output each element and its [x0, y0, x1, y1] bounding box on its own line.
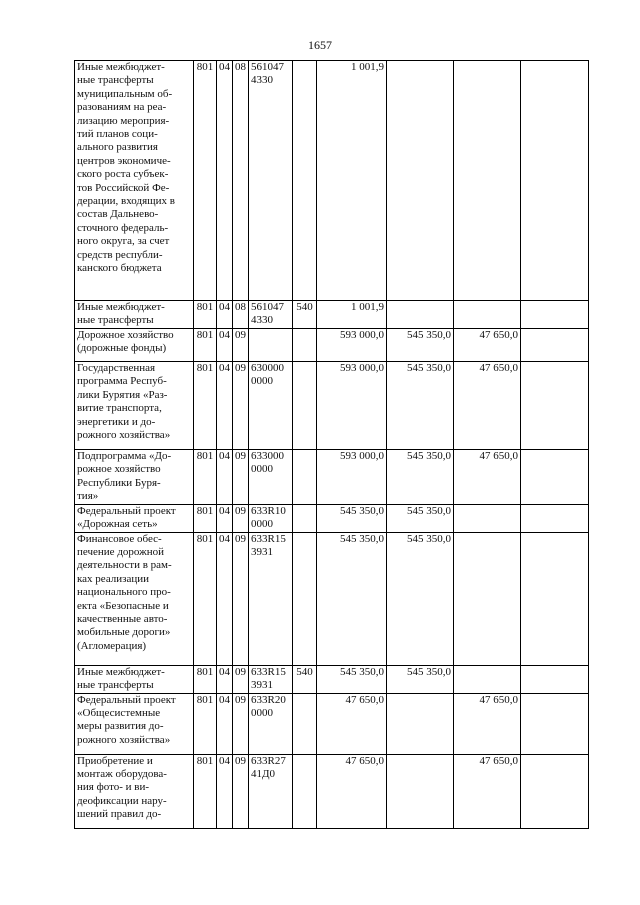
row-sum-total: 1 001,9 [317, 301, 387, 329]
row-sum-total: 47 650,0 [317, 693, 387, 754]
page-number: 1657 [308, 38, 332, 52]
row-gr-code: 801 [194, 754, 217, 828]
row-pr-code: 09 [233, 329, 249, 362]
row-gr-code: 801 [194, 301, 217, 329]
row-gr-code: 801 [194, 362, 217, 450]
row-rz-code: 04 [217, 532, 233, 665]
row-sum-total: 1 001,9 [317, 61, 387, 301]
row-sum-total: 47 650,0 [317, 754, 387, 828]
row-pr-code: 09 [233, 754, 249, 828]
row-sum-3 [454, 504, 521, 532]
row-vr-code [293, 450, 317, 505]
row-pr-code: 09 [233, 665, 249, 693]
table-row [75, 665, 589, 693]
row-sum-total: 545 350,0 [317, 665, 387, 693]
row-sum-2: 545 350,0 [387, 450, 454, 505]
row-pr-code: 09 [233, 450, 249, 505]
row-sum-4 [521, 754, 589, 828]
row-sum-2 [387, 61, 454, 301]
row-csr-code: 633R27 41Д0 [249, 754, 293, 828]
row-sum-3: 47 650,0 [454, 362, 521, 450]
row-vr-code [293, 362, 317, 450]
row-sum-3 [454, 61, 521, 301]
row-sum-3: 47 650,0 [454, 693, 521, 754]
row-rz-code: 04 [217, 665, 233, 693]
row-sum-4 [521, 301, 589, 329]
row-sum-4 [521, 504, 589, 532]
row-sum-4 [521, 450, 589, 505]
row-csr-code: 561047 4330 [249, 301, 293, 329]
row-sum-4 [521, 329, 589, 362]
row-gr-code: 801 [194, 61, 217, 301]
row-sum-4 [521, 362, 589, 450]
row-gr-code: 801 [194, 504, 217, 532]
row-pr-code: 08 [233, 301, 249, 329]
row-vr-code [293, 693, 317, 754]
row-name: Дорожное хозяйство (дорожные фонды) [75, 329, 194, 362]
row-sum-total: 593 000,0 [317, 329, 387, 362]
row-name: Подпрограмма «До- рожное хозяйство Республики Буря- тия» [75, 450, 194, 505]
row-csr-code: 633000 0000 [249, 450, 293, 505]
row-name: Государственная программа Респуб- лики Бурятия «Раз- витие транспорта, энергетики и до- рожного хозяйства» [75, 362, 194, 450]
row-sum-total: 545 350,0 [317, 532, 387, 665]
row-name: Федеральный проект «Дорожная сеть» [75, 504, 194, 532]
row-rz-code: 04 [217, 754, 233, 828]
table-row [75, 329, 589, 362]
row-sum-4 [521, 61, 589, 301]
row-name: Финансовое обес- печение дорожной деятельности в рам- ках реализации национального про- екта «Безопасные и качественные авто- мобильные дороги» (Агломерация) [75, 532, 194, 665]
row-sum-4 [521, 532, 589, 665]
row-gr-code: 801 [194, 532, 217, 665]
row-rz-code: 04 [217, 301, 233, 329]
row-gr-code: 801 [194, 329, 217, 362]
row-name: Иные межбюджет- ные трансферты муниципальным об- разованиям на реа- лизацию мероприя- тий планов соци- ального развития центров экономиче- ского роста субъек- тов Российской Фе- дерации, входящих в состав Дальнево- сточного федераль- ного округа, за счет средств республи- канского бюджета [75, 61, 194, 301]
row-sum-2 [387, 301, 454, 329]
row-rz-code: 04 [217, 450, 233, 505]
row-sum-3: 47 650,0 [454, 329, 521, 362]
row-rz-code: 04 [217, 504, 233, 532]
row-csr-code: 633R20 0000 [249, 693, 293, 754]
row-sum-2: 545 350,0 [387, 504, 454, 532]
row-rz-code: 04 [217, 362, 233, 450]
row-sum-total: 545 350,0 [317, 504, 387, 532]
row-gr-code: 801 [194, 665, 217, 693]
row-vr-code [293, 329, 317, 362]
row-gr-code: 801 [194, 693, 217, 754]
row-name: Иные межбюджет- ные трансферты [75, 665, 194, 693]
row-sum-2 [387, 754, 454, 828]
row-gr-code: 801 [194, 450, 217, 505]
row-pr-code: 08 [233, 61, 249, 301]
table-row [75, 693, 589, 754]
row-sum-3 [454, 665, 521, 693]
row-vr-code [293, 532, 317, 665]
row-rz-code: 04 [217, 61, 233, 301]
row-pr-code: 09 [233, 532, 249, 665]
row-rz-code: 04 [217, 693, 233, 754]
row-sum-2: 545 350,0 [387, 329, 454, 362]
row-csr-code: 630000 0000 [249, 362, 293, 450]
row-sum-2: 545 350,0 [387, 532, 454, 665]
row-csr-code: 633R15 3931 [249, 665, 293, 693]
row-vr-code: 540 [293, 301, 317, 329]
row-csr-code: 633R10 0000 [249, 504, 293, 532]
row-csr-code [249, 329, 293, 362]
budget-table [74, 60, 589, 829]
table-row [75, 754, 589, 828]
row-sum-3 [454, 532, 521, 665]
table-row [75, 450, 589, 505]
row-vr-code [293, 504, 317, 532]
row-pr-code: 09 [233, 693, 249, 754]
row-name: Приобретение и монтаж оборудова- ния фото- и ви- деофиксации нару- шений правил до- [75, 754, 194, 828]
row-sum-3: 47 650,0 [454, 754, 521, 828]
row-sum-4 [521, 665, 589, 693]
table-row [75, 362, 589, 450]
row-name: Федеральный проект «Общесистемные меры развития до- рожного хозяйства» [75, 693, 194, 754]
table-row [75, 301, 589, 329]
table-row [75, 61, 589, 301]
row-csr-code: 561047 4330 [249, 61, 293, 301]
row-sum-3 [454, 301, 521, 329]
row-sum-total: 593 000,0 [317, 450, 387, 505]
row-sum-2: 545 350,0 [387, 665, 454, 693]
row-vr-code: 540 [293, 665, 317, 693]
row-sum-3: 47 650,0 [454, 450, 521, 505]
table-row [75, 504, 589, 532]
row-rz-code: 04 [217, 329, 233, 362]
row-pr-code: 09 [233, 504, 249, 532]
row-vr-code [293, 61, 317, 301]
row-sum-total: 593 000,0 [317, 362, 387, 450]
row-pr-code: 09 [233, 362, 249, 450]
table-row [75, 532, 589, 665]
row-name: Иные межбюджет- ные трансферты [75, 301, 194, 329]
row-sum-2: 545 350,0 [387, 362, 454, 450]
row-csr-code: 633R15 3931 [249, 532, 293, 665]
row-vr-code [293, 754, 317, 828]
row-sum-2 [387, 693, 454, 754]
row-sum-4 [521, 693, 589, 754]
